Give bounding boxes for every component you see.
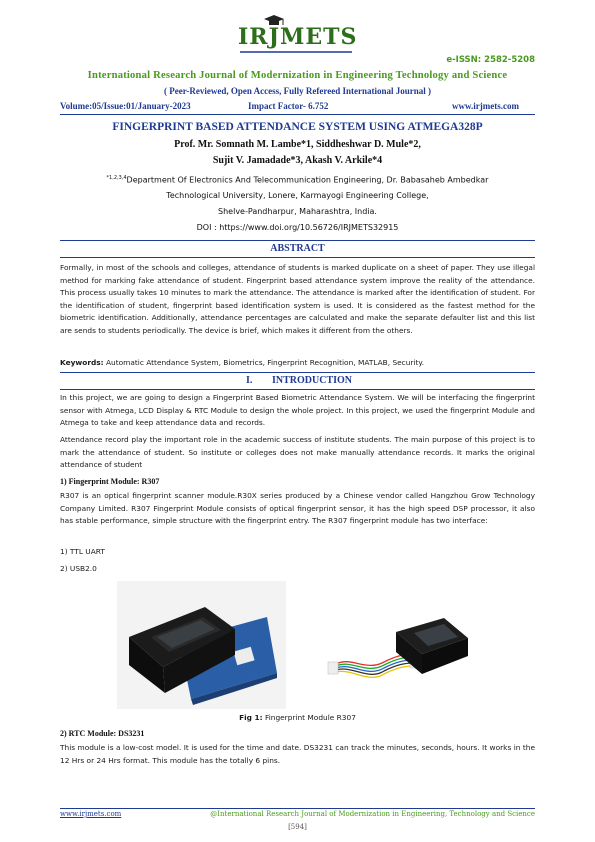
keywords [60,357,535,370]
page-number: [594] [288,823,307,831]
abstract-heading: ABSTRACT [270,243,325,254]
footer-copyright: @International Research Journal of Modernization in Engineering, Technology and Science [210,810,535,818]
affiliation-line2: Technological University, Lonere, Karmayogi Engineering College, [166,191,429,200]
intro-heading: INTRODUCTION [272,375,353,386]
header-divider [60,114,535,115]
impact-factor: Impact Factor- 6.752 [248,101,329,111]
subheading-fingerprint-module: 1) Fingerprint Module: R307 [60,477,160,486]
affiliation-line3: Shelve-Pandharpur, Maharashtra, India. [218,207,377,216]
affiliation-line1 [40,175,555,185]
figure-caption [60,712,535,725]
intro-paragraph-4: This module is a low-cost model. It is used for the time and date. DS3231 can track the minutes, seconds, hours. It works in the 12 Hrs or 24 Hrs format. This module has the totally 6 pins. [60,743,535,765]
header-website[interactable]: www.irjmets.com [452,101,519,111]
abstract-bottom-rule [60,257,535,258]
figure-fingerprint-module-photo-2 [306,582,476,709]
peer-review-line: ( Peer-Reviewed, Open Access, Fully Refereed International Journal ) [164,86,431,96]
journal-logo [236,10,356,54]
authors-line1: Prof. Mr. Somnath M. Lambe*1, Siddheshwar D. Mule*2, [174,139,421,150]
intro-paragraph-2: Attendance record play the important role in the academic success of institute students. The main purpose of this project is to mark the attendance of student. So institute or colleges does not make manually attendance records. It marks the original attendance of student [60,435,535,470]
abstract-top-rule [60,240,535,241]
keywords-label: Keywords: [60,358,104,367]
affiliation-text1: Department Of Electronics And Telecommunication Engineering, Dr. Babasaheb Ambedkar [126,175,489,185]
intro-number: I. [246,375,253,386]
intro-paragraph-1: In this project, we are going to design a Fingerprint Based Biometric Attendance System. We will be interfacing the fingerprint sensor with Atmega, LCD Display & RTC Module to design the whole project. In this project, we used the fingerprint Module and Atmega to take and keep attendance data and records. [60,393,535,428]
intro-top-rule [60,372,535,373]
figure-caption-text: Fingerprint Module R307 [262,713,356,722]
figure-fingerprint-module-photo-1 [117,581,286,709]
doi-link[interactable]: DOI : https://www.doi.org/10.56726/IRJMETS32915 [196,223,399,232]
figure-label: Fig 1: [239,713,263,722]
interface-item-2: 2) USB2.0 [60,564,97,573]
intro-bottom-rule [60,389,535,390]
paper-title: FINGERPRINT BASED ATTENDANCE SYSTEM USING ATMEGA328P [112,121,483,133]
authors-line2: Sujit V. Jamadade*3, Akash V. Arkile*4 [212,155,383,166]
intro-paragraph-3: R307 is an optical fingerprint scanner module.R30X series produced by a Chinese vendor called Hangzhou Grow Technology Company Limited. R307 Fingerprint Module consists of optical fingerprint sensor, it has the high speed DSP processor, it also has stable performance, simple structure with the fingerprint entry. The R307 fingerprint module has two interface: [60,491,535,526]
volume-issue: Volume:05/Issue:01/January-2023 [60,101,191,111]
abstract-text: Formally, in most of the schools and colleges, attendance of students is marked duplicate on a sheet of paper. They use illegal method for marking fake attendance of student. Fingerprint based attendance system improve the reality of the attendance. This process usually takes 10 minutes to mark the attendance. The attendance is marked after the identification of student. For the identification of student, fingerprint based identification system is used. It is considered as the fastest method for the biometric identification. Additionally, attendance percentages are calculated and make the separate defaulter list and this list are sends to students periodically. The device is brief, which makes it different from the others. [60,263,535,335]
keywords-text: Automatic Attendance System, Biometrics, Fingerprint Recognition, MATLAB, Security. [103,358,425,367]
subheading-rtc-module: 2) RTC Module: DS3231 [60,729,145,738]
journal-name: International Research Journal of Modernization in Engineering Technology and Science [87,70,508,81]
logo-text: IRJMETS [238,24,358,50]
eissn: e-ISSN: 2582-5208 [446,55,535,65]
affiliation-superscript: *1,2,3,4 [106,175,127,181]
footer-website[interactable]: www.irjmets.com [60,810,122,818]
interface-item-1: 1) TTL UART [60,547,105,556]
footer-divider [60,808,535,809]
